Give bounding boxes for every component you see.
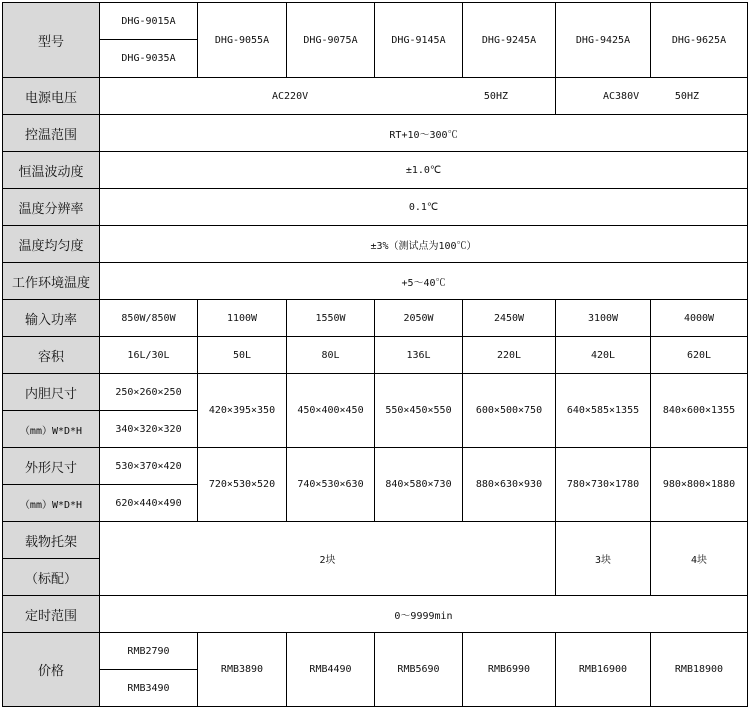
input-power-cell: 1550W (287, 300, 375, 337)
price-cell: RMB4490 (287, 633, 375, 707)
shelves-cell: 2块 (100, 522, 556, 596)
inner-size-label: 内胆尺寸 (3, 374, 100, 411)
outer-size-cell: 880×630×930 (463, 448, 556, 522)
price-cell: RMB18900 (651, 633, 748, 707)
outer-size-cell: 740×530×630 (287, 448, 375, 522)
model-cell: DHG-9015A (100, 3, 198, 40)
price-cell: RMB3890 (198, 633, 287, 707)
price-label: 价格 (3, 633, 100, 707)
model-cell: DHG-9425A (556, 3, 651, 78)
outer-size-cell: 620×440×490 (100, 485, 198, 522)
shelves-label: 载物托架 (3, 522, 100, 559)
shelves-note: （标配） (3, 559, 100, 596)
spec-table (2, 2, 748, 707)
outer-size-cell: 530×370×420 (100, 448, 198, 485)
power-supply-380 (556, 78, 748, 115)
price-cell: RMB16900 (556, 633, 651, 707)
price-cell: RMB2790 (100, 633, 198, 670)
volume-label: 容积 (3, 337, 100, 374)
input-power-cell: 2450W (463, 300, 556, 337)
outer-size-label: 外形尺寸 (3, 448, 100, 485)
input-power-label: 输入功率 (3, 300, 100, 337)
model-cell: DHG-9625A (651, 3, 748, 78)
shelves-cell: 3块 (556, 522, 651, 596)
frequency-value: 50HZ (483, 90, 508, 102)
input-power-cell: 2050W (375, 300, 463, 337)
inner-size-cell: 340×320×320 (100, 411, 198, 448)
power-supply-label: 电源电压 (3, 78, 100, 115)
inner-size-cell: 600×500×750 (463, 374, 556, 448)
volume-cell: 620L (651, 337, 748, 374)
timer-value: 0～9999min (100, 596, 748, 633)
power-supply-220 (100, 78, 556, 115)
outer-size-cell: 720×530×520 (198, 448, 287, 522)
model-cell: DHG-9075A (287, 3, 375, 78)
temp-fluctuation-value: ±1.0℃ (100, 152, 748, 189)
inner-size-cell: 640×585×1355 (556, 374, 651, 448)
temp-uniformity-value: ±3%（测试点为100℃） (100, 226, 748, 263)
outer-size-cell: 780×730×1780 (556, 448, 651, 522)
inner-size-cell: 550×450×550 (375, 374, 463, 448)
volume-cell: 420L (556, 337, 651, 374)
input-power-cell: 1100W (198, 300, 287, 337)
timer-label: 定时范围 (3, 596, 100, 633)
inner-size-cell: 450×400×450 (287, 374, 375, 448)
voltage-value: AC220V (272, 90, 309, 102)
outer-size-unit: （mm）W*D*H (3, 485, 100, 522)
volume-cell: 220L (463, 337, 556, 374)
price-cell: RMB5690 (375, 633, 463, 707)
temp-resolution-label: 温度分辨率 (3, 189, 100, 226)
temp-resolution-value: 0.1℃ (100, 189, 748, 226)
temp-uniformity-label: 温度均匀度 (3, 226, 100, 263)
volume-cell: 136L (375, 337, 463, 374)
price-cell: RMB6990 (463, 633, 556, 707)
temp-fluctuation-label: 恒温波动度 (3, 152, 100, 189)
model-cell: DHG-9035A (100, 40, 198, 78)
outer-size-cell: 980×800×1880 (651, 448, 748, 522)
temp-range-label: 控温范围 (3, 115, 100, 152)
model-cell: DHG-9245A (463, 3, 556, 78)
volume-cell: 50L (198, 337, 287, 374)
ambient-temp-value: +5～40℃ (100, 263, 748, 300)
model-label: 型号 (3, 3, 100, 78)
ambient-temp-label: 工作环境温度 (3, 263, 100, 300)
inner-size-cell: 250×260×250 (100, 374, 198, 411)
model-cell: DHG-9055A (198, 3, 287, 78)
outer-size-cell: 840×580×730 (375, 448, 463, 522)
input-power-cell: 850W/850W (100, 300, 198, 337)
temp-range-value: RT+10～300℃ (100, 115, 748, 152)
frequency-value: 50HZ (674, 90, 699, 102)
voltage-value: AC380V (603, 90, 640, 102)
inner-size-unit: （mm）W*D*H (3, 411, 100, 448)
price-cell: RMB3490 (100, 670, 198, 707)
shelves-cell: 4块 (651, 522, 748, 596)
input-power-cell: 3100W (556, 300, 651, 337)
volume-cell: 16L/30L (100, 337, 198, 374)
inner-size-cell: 420×395×350 (198, 374, 287, 448)
model-cell: DHG-9145A (375, 3, 463, 78)
input-power-cell: 4000W (651, 300, 748, 337)
volume-cell: 80L (287, 337, 375, 374)
inner-size-cell: 840×600×1355 (651, 374, 748, 448)
